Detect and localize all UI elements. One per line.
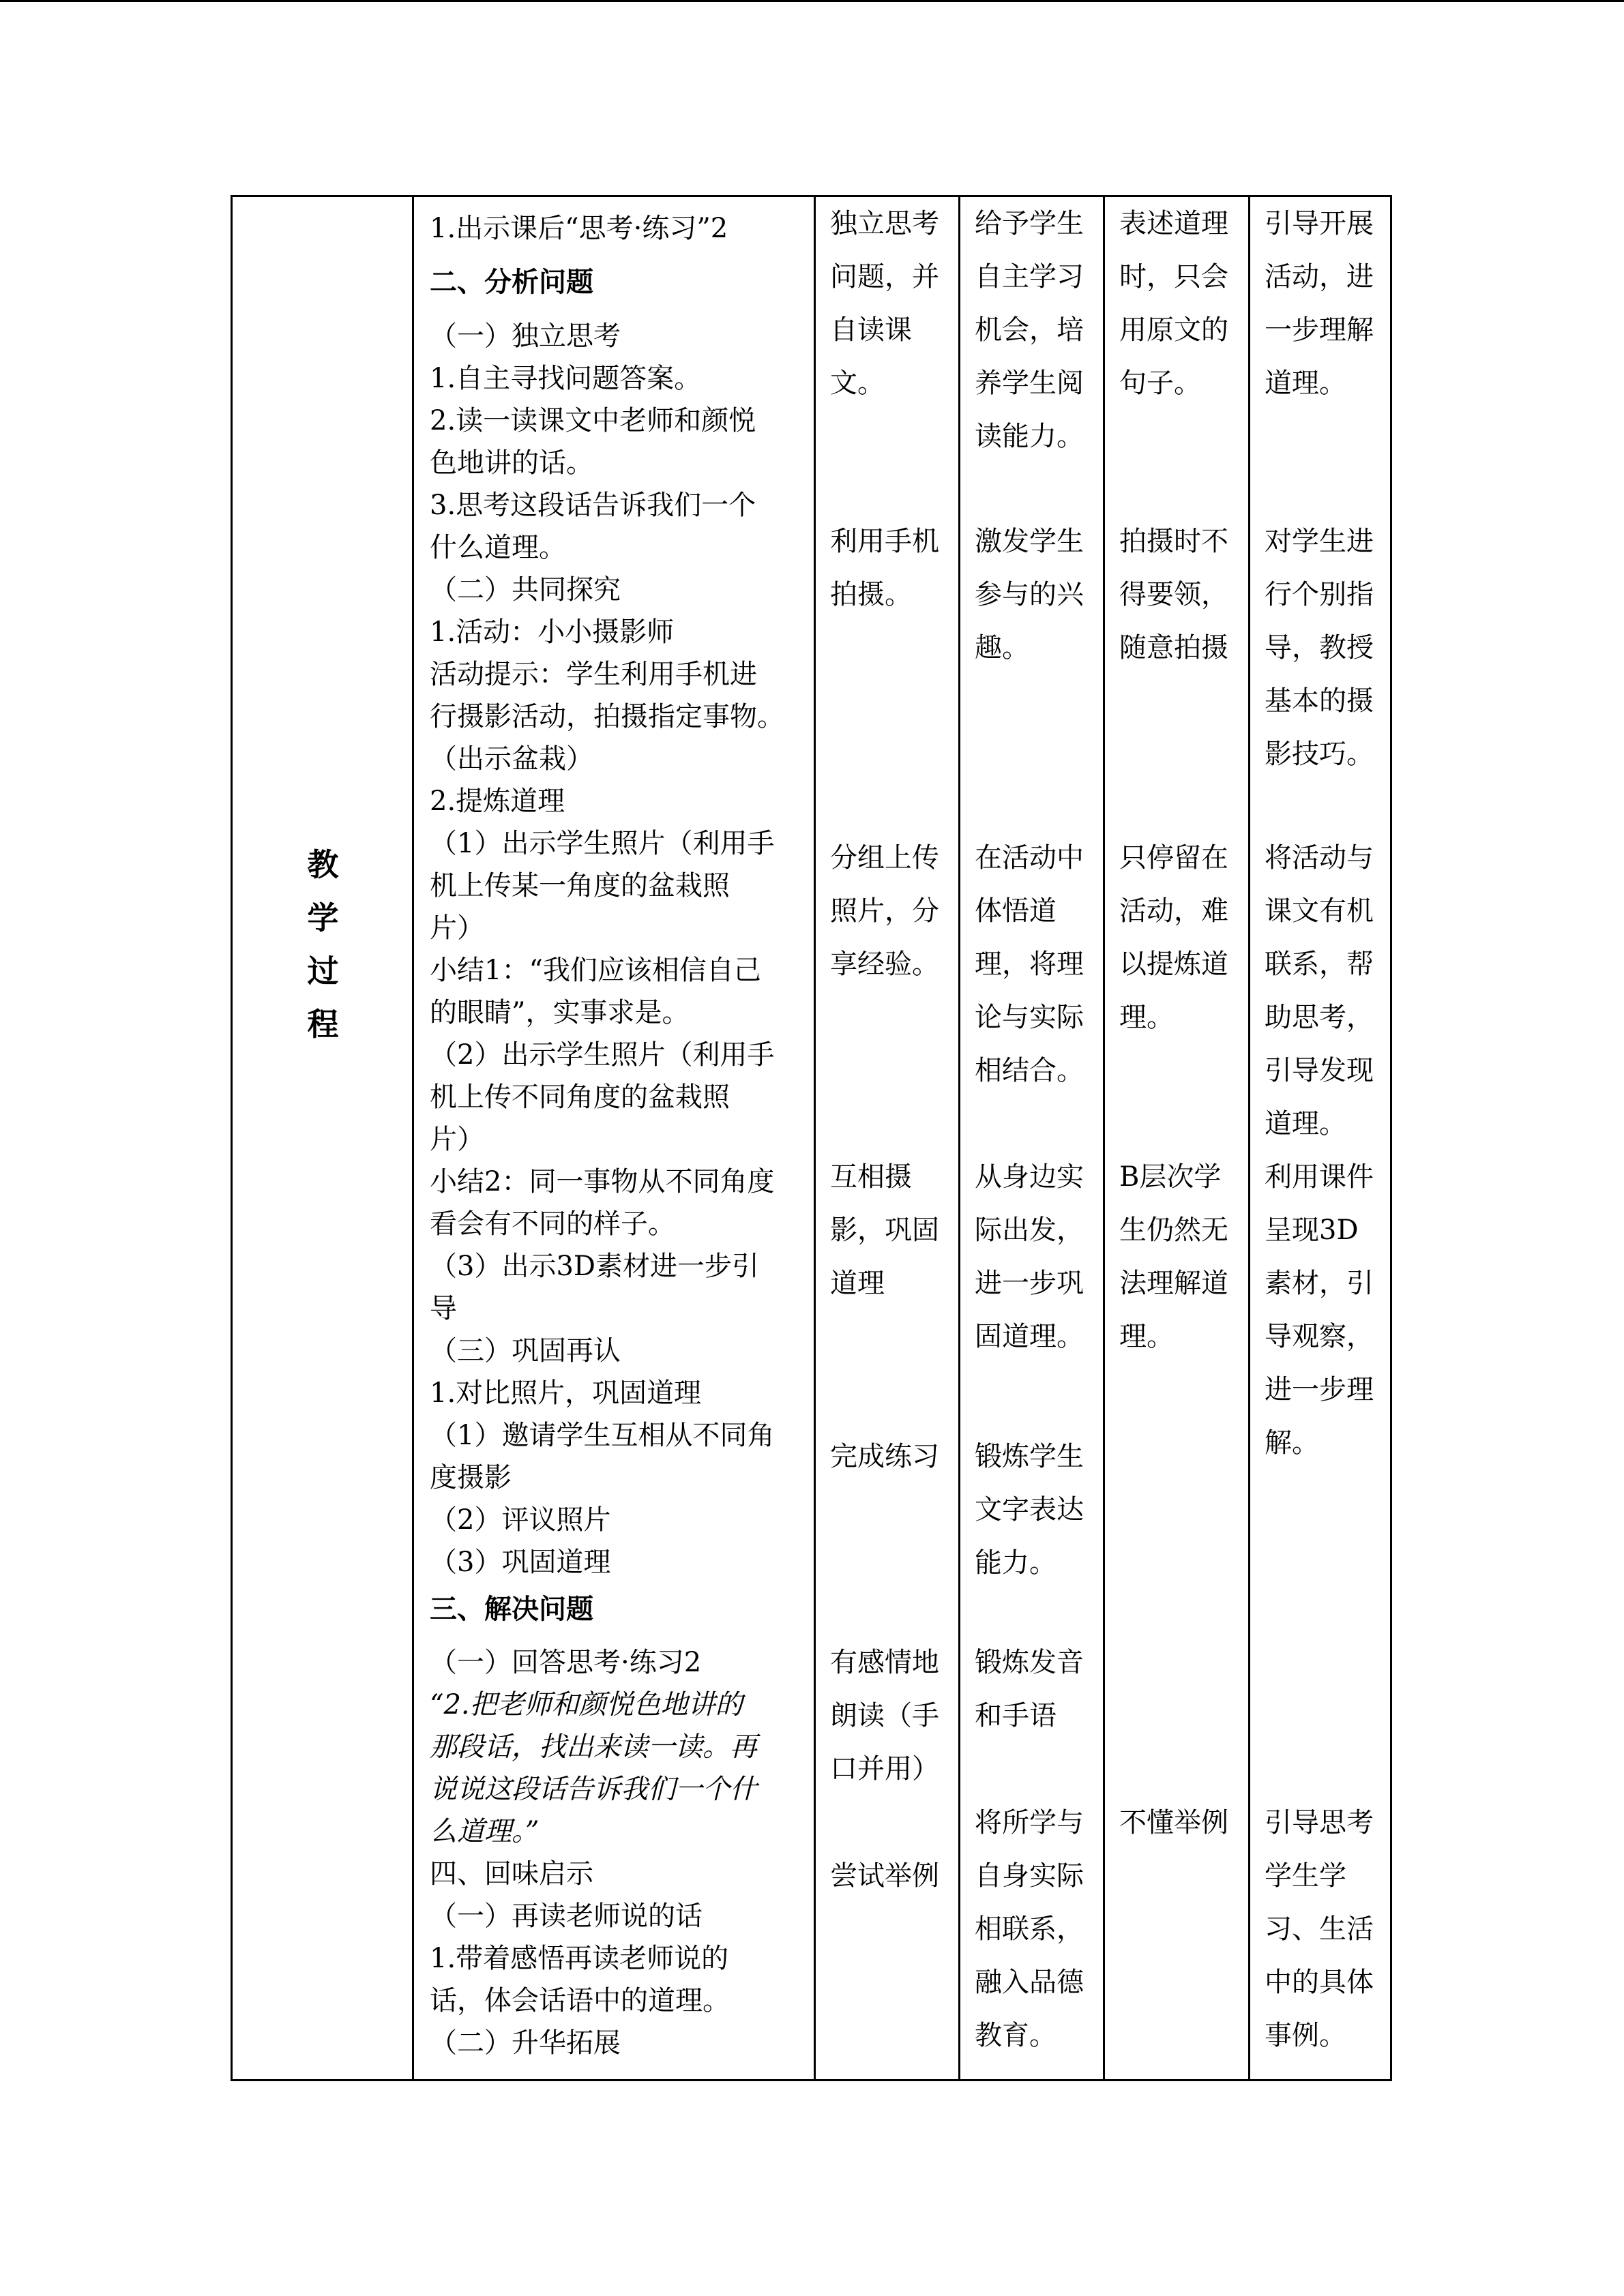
process-line: 话，体会话语中的道理。 [430, 1985, 730, 2016]
process-line: （3）巩固道理 [430, 1547, 611, 1578]
student-activity-cell [830, 515, 939, 621]
cell-line: 句子。 [1119, 368, 1201, 399]
cell-line: 相结合。 [975, 1055, 1084, 1086]
cell-line: 口并用） [830, 1753, 939, 1785]
design-intent-cell [975, 1430, 1084, 1590]
cell-line: 享经验。 [830, 949, 939, 980]
difficulty-cell [1119, 515, 1228, 674]
process-line: （三）巩固再认 [430, 1335, 621, 1367]
cell-line: 利用手机 [830, 526, 939, 557]
cell-line: 进一步理 [1265, 1374, 1374, 1405]
cell-line: 锻炼发音 [975, 1647, 1084, 1678]
cell-line: 对学生进 [1265, 526, 1374, 557]
cell-line: 引导思考 [1265, 1807, 1374, 1838]
cell-line: 和手语 [975, 1700, 1057, 1731]
column-divider [1248, 197, 1250, 2079]
process-line: （二）共同探究 [430, 574, 621, 606]
student-activity-cell [830, 197, 939, 410]
cell-line: 影技巧。 [1265, 739, 1374, 770]
cell-line: 教育。 [975, 2020, 1057, 2051]
cell-line: 活动，难 [1119, 895, 1228, 927]
process-quote-line: 说说这段话告诉我们一个什 [430, 1774, 757, 1805]
cell-line: 激发学生 [975, 526, 1084, 557]
cell-line: 独立思考 [830, 208, 939, 239]
process-line: 片） [430, 912, 484, 944]
cell-line: 活动，进 [1265, 261, 1374, 293]
process-line: 1.活动：小小摄影师 [430, 616, 675, 648]
student-activity-cell [830, 1849, 939, 1903]
strategy-cell [1265, 1796, 1374, 2062]
section-title-cell [233, 197, 413, 2079]
cell-line: 联系，帮 [1265, 949, 1374, 980]
process-line: 四、回味启示 [430, 1858, 593, 1890]
process-line: 小结1：“我们应该相信自己 [430, 955, 761, 986]
design-intent-cell [975, 1796, 1084, 2062]
cell-line: 用原文的 [1119, 314, 1228, 346]
cell-line: 互相摄 [830, 1161, 912, 1193]
cell-line: 以提炼道 [1119, 949, 1228, 980]
difficulty-cell [1119, 197, 1228, 410]
cell-line: 尝试举例 [830, 1860, 939, 1892]
cell-line: 随意拍摄 [1119, 632, 1228, 664]
process-line: 看会有不同的样子。 [430, 1208, 675, 1240]
cell-line: 融入品德 [975, 1967, 1084, 1998]
process-line: （出示盆栽） [430, 743, 593, 775]
cell-line: 自读课 [830, 314, 912, 346]
cell-line: 理，将理 [975, 949, 1084, 980]
cell-line: 机会，培 [975, 314, 1084, 346]
cell-line: 照片，分 [830, 895, 939, 927]
difficulty-cell [1119, 831, 1228, 1044]
process-line: 1.出示课后“思考·练习”2 [430, 213, 728, 244]
column-divider [958, 197, 960, 2079]
difficulty-cell [1119, 1796, 1228, 1849]
cell-line: 事例。 [1265, 2020, 1346, 2051]
process-line: 色地讲的话。 [430, 447, 593, 479]
cell-line: 影，巩固 [830, 1214, 939, 1246]
cell-line: 引导发现 [1265, 1055, 1374, 1086]
process-line: （一）再读老师说的话 [430, 1900, 703, 1932]
cell-line: 能力。 [975, 1547, 1057, 1579]
cell-line: 呈现3D [1265, 1214, 1359, 1246]
column-divider [814, 197, 816, 2079]
section-title-char: 过 [307, 953, 339, 989]
cell-line: 拍摄。 [830, 579, 912, 610]
process-line: 小结2：同一事物从不同角度 [430, 1166, 775, 1197]
process-line: （一）回答思考·练习2 [430, 1647, 702, 1678]
strategy-cell [1265, 1150, 1374, 1470]
process-line: 2.读一读课文中老师和颜悦 [430, 405, 756, 436]
cell-line: 道理 [830, 1268, 885, 1299]
process-line: 行摄影活动，拍摄指定事物。 [430, 701, 784, 732]
process-line: 机上传某一角度的盆栽照 [430, 870, 730, 901]
cell-line: 际出发， [975, 1214, 1084, 1246]
student-activity-cell [830, 831, 939, 991]
cell-line: 不懂举例 [1119, 1807, 1228, 1838]
process-line: （3）出示3D素材进一步引 [430, 1251, 759, 1282]
cell-line: 自身实际 [975, 1860, 1084, 1892]
cell-line: 将活动与 [1265, 842, 1374, 874]
cell-line: 养学生阅 [975, 368, 1084, 399]
cell-line: 基本的摄 [1265, 685, 1374, 717]
strategy-cell [1265, 831, 1374, 1150]
cell-line: 助思考， [1265, 1002, 1374, 1033]
cell-line: 文字表达 [975, 1494, 1084, 1525]
process-line: 1.带着感悟再读老师说的 [430, 1943, 729, 1974]
cell-line: 一步理解 [1265, 314, 1374, 346]
cell-line: 自主学习 [975, 261, 1084, 293]
process-line: （2）评议照片 [430, 1504, 611, 1536]
process-line: （二）升华拓展 [430, 2027, 621, 2059]
cell-line: 完成练习 [830, 1441, 939, 1472]
difficulty-cell [1119, 1150, 1228, 1363]
section-title-char: 教 [307, 846, 339, 883]
cell-line: 导观察， [1265, 1321, 1374, 1352]
cell-line: 朗读（手 [830, 1700, 939, 1731]
process-line: 1.自主寻找问题答案。 [430, 363, 702, 394]
cell-line: 读能力。 [975, 421, 1084, 452]
cell-line: 参与的兴 [975, 579, 1084, 610]
cell-line: 行个别指 [1265, 579, 1374, 610]
process-line: （一）独立思考 [430, 320, 621, 352]
lesson-plan-table [231, 195, 1392, 2081]
cell-line: 拍摄时不 [1119, 526, 1228, 557]
process-line: （1）出示学生照片（利用手 [430, 828, 775, 859]
cell-line: 得要领， [1119, 579, 1228, 610]
process-line: 什么道理。 [430, 532, 566, 563]
cell-line: 给予学生 [975, 208, 1084, 239]
cell-line: 引导开展 [1265, 208, 1374, 239]
cell-line: 文。 [830, 368, 885, 399]
process-line: 机上传不同角度的盆栽照 [430, 1082, 730, 1113]
cell-line: 将所学与 [975, 1807, 1084, 1838]
cell-line: 相联系， [975, 1913, 1084, 1945]
design-intent-cell [975, 831, 1084, 1097]
section-title-char: 学 [307, 899, 339, 936]
process-quote-line: 那段话，找出来读一读。再 [430, 1731, 757, 1763]
process-quote-line: “2.把老师和颜悦色地讲的 [430, 1689, 743, 1720]
section-title-char: 程 [307, 1006, 339, 1043]
design-intent-cell [975, 515, 1084, 674]
cell-line: 课文有机 [1265, 895, 1374, 927]
design-intent-cell [975, 1636, 1084, 1742]
student-activity-cell [830, 1430, 939, 1483]
process-line: 活动提示：学生利用手机进 [430, 659, 757, 690]
cell-line: 学生学 [1265, 1860, 1346, 1892]
cell-line: 体悟道 [975, 895, 1057, 927]
process-line: （1）邀请学生互相从不同角 [430, 1420, 775, 1451]
cell-line: 有感情地 [830, 1647, 939, 1678]
cell-line: 趣。 [975, 632, 1029, 664]
student-activity-cell [830, 1150, 939, 1310]
cell-line: 锻炼学生 [975, 1441, 1084, 1472]
cell-line: 表述道理 [1119, 208, 1228, 239]
cell-line: 在活动中 [975, 842, 1084, 874]
process-line: 1.对比照片，巩固道理 [430, 1377, 702, 1409]
cell-line: 道理。 [1265, 1108, 1346, 1139]
process-line: 的眼睛”，实事求是。 [430, 997, 690, 1028]
process-line: 度摄影 [430, 1462, 512, 1493]
process-heading: 二、分析问题 [430, 267, 593, 298]
strategy-cell [1265, 197, 1374, 410]
strategy-cell [1265, 515, 1374, 781]
cell-line: B层次学 [1119, 1161, 1222, 1193]
process-line: 2.提炼道理 [430, 786, 565, 817]
process-quote-line: 么道理。” [430, 1816, 540, 1847]
cell-line: 问题，并 [830, 261, 939, 293]
cell-line: 解。 [1265, 1427, 1319, 1459]
cell-line: 固道理。 [975, 1321, 1084, 1352]
design-intent-cell [975, 1150, 1084, 1363]
cell-line: 理。 [1119, 1002, 1174, 1033]
process-line: 片） [430, 1124, 484, 1155]
column-divider [1103, 197, 1105, 2079]
cell-line: 素材，引 [1265, 1268, 1374, 1299]
cell-line: 理。 [1119, 1321, 1174, 1352]
process-heading: 三、解决问题 [430, 1594, 593, 1625]
cell-line: 时，只会 [1119, 261, 1228, 293]
cell-line: 中的具体 [1265, 1967, 1374, 1998]
design-intent-cell [975, 197, 1084, 463]
cell-line: 从身边实 [975, 1161, 1084, 1193]
cell-line: 只停留在 [1119, 842, 1228, 874]
page-top-border [0, 0, 1624, 2]
cell-line: 分组上传 [830, 842, 939, 874]
cell-line: 法理解道 [1119, 1268, 1228, 1299]
cell-line: 导，教授 [1265, 632, 1374, 664]
cell-line: 利用课件 [1265, 1161, 1374, 1193]
process-line: 3.思考这段话告诉我们一个 [430, 490, 756, 521]
process-line: 导 [430, 1293, 457, 1324]
cell-line: 进一步巩 [975, 1268, 1084, 1299]
cell-line: 习、生活 [1265, 1913, 1374, 1945]
student-activity-cell [830, 1636, 939, 1795]
cell-line: 生仍然无 [1119, 1214, 1228, 1246]
cell-line: 论与实际 [975, 1002, 1084, 1033]
cell-line: 道理。 [1265, 368, 1346, 399]
process-line: （2）出示学生照片（利用手 [430, 1039, 775, 1071]
